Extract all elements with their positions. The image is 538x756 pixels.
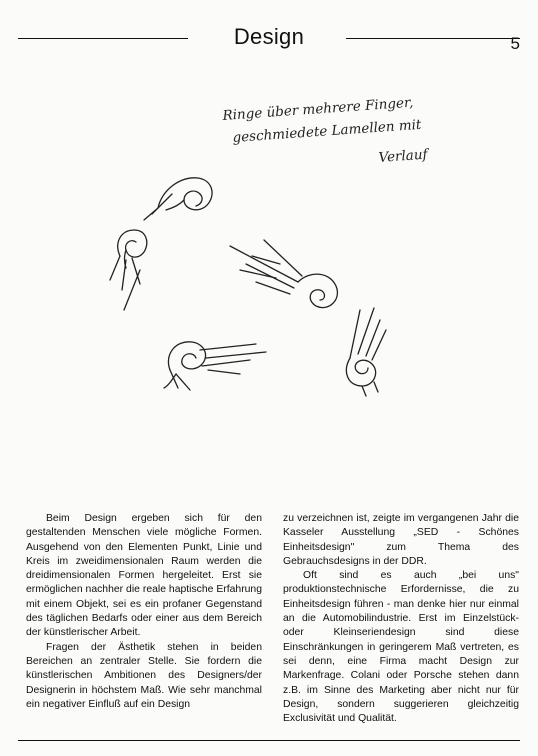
handwritten-note-line-1: Ringe über mehrere Finger, [222, 94, 414, 124]
handwritten-note-line-2: geschmiedete Lamellen mit [232, 116, 422, 146]
page-title: Design [233, 24, 305, 49]
ring-sketch-5 [346, 308, 386, 396]
body-paragraph-2: Fragen der Ästhetik stehen in beiden Bereichen an zentraler Stelle. Sie fordern die künstlerischen Ambitionen des Designers/der Designerin in höchstem Maß. Wie sehr manchmal ein negativer Einfluß auf ein Design [26, 641, 262, 710]
page-number: 5 [510, 34, 520, 53]
body-paragraph-3: Oft sind es auch „bei uns" produktionstechnische Erfordernisse, die zu Einheitsdesign führen - man denke hier nur einmal an die Automobilindustrie. Erst im Einzelstück- oder Kleinseriendesign sind diese Einschränkungen in geringerem Maß vertreten, es sei denn, eine Firma macht Design zur Markenfrage. Colani oder Porsche stehen dann z.B. im Sinne des Marketing aber nicht nur für Design, sondern suggerieren gleichzeitig Exclusivität und Qualität. [283, 570, 519, 725]
body-column-left [26, 512, 262, 712]
footer-rule [18, 740, 520, 741]
ring-sketch-4 [164, 342, 266, 390]
body-column-right [283, 512, 519, 726]
ring-sketch-3 [230, 240, 337, 308]
handwritten-note-line-3: Verlauf [378, 146, 429, 166]
ring-sketch-1 [144, 178, 212, 220]
ring-sketch-illustration [80, 160, 410, 420]
body-paragraph-continuation: zu verzeichnen ist, zeigte im vergangenen Jahr die Kasseler Ausstellung „SED - Schönes Einheitsdesign" zum Thema des Gebrauchsdesigns in der DDR. [283, 513, 519, 567]
header-rule-right [346, 38, 520, 39]
body-paragraph-1: Beim Design ergeben sich für den gestaltenden Menschen viele mögliche Formen. Ausgehend von den Elementen Punkt, Linie und Kreis im zweidimensionalen Raum werden die dreidimensionalen Formen hergeleitet. Erst sie ermöglichen nachher die reale haptische Erfahrung mit einem Objekt, sei es ein profaner Gegenstand des täglichen Bedarfs oder einer aus dem Bereich der künstlerischer Arbeit. [26, 513, 262, 639]
ring-sketch-2 [110, 230, 147, 310]
